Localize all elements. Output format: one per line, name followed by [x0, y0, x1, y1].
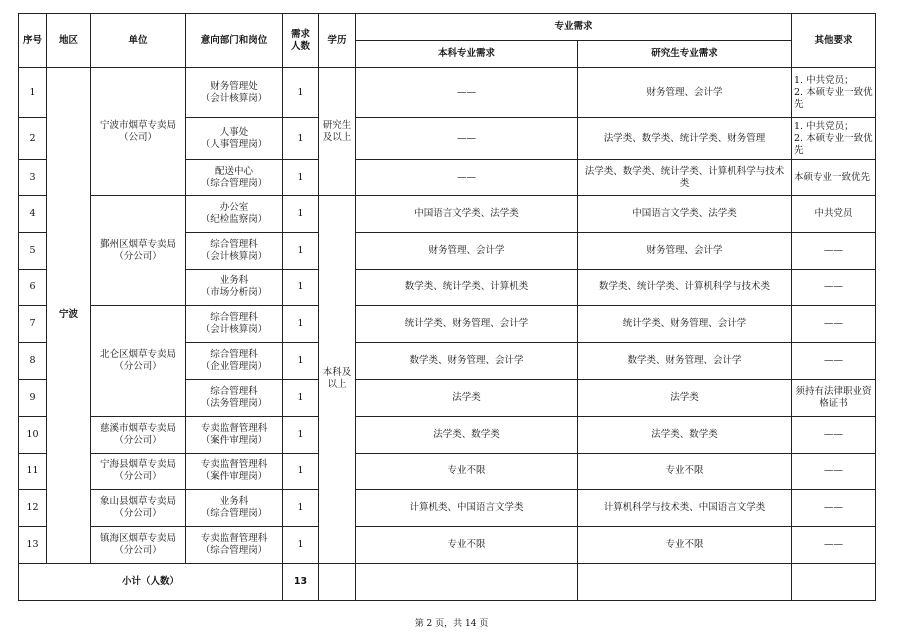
cell-undergrad: 计算机类、中国语言文学类: [356, 490, 578, 527]
cell-dept: 专卖监督管理科 （案件审理岗）: [186, 416, 283, 453]
subtotal-empty-grad: [578, 563, 792, 600]
cell-unit: 象山县烟草专卖局 （分公司）: [91, 490, 186, 527]
cell-grad: 计算机科学与技术类、中国语言文学类: [578, 490, 792, 527]
cell-dept: 人事处 （人事管理岗）: [186, 118, 283, 160]
cell-seq: 3: [19, 160, 47, 196]
table-row: [19, 527, 876, 564]
cell-other: 1. 中共党员； 2. 本硕专业一致优 先: [792, 118, 876, 160]
cell-count: 1: [283, 232, 319, 269]
subtotal-row: [19, 563, 876, 600]
cell-seq: 8: [19, 343, 47, 380]
cell-unit: 北仑区烟草专卖局 （分公司）: [91, 306, 186, 416]
cell-other: ——: [792, 527, 876, 564]
cell-grad: 专业不限: [578, 453, 792, 490]
cell-count: 1: [283, 306, 319, 343]
page-footer: 第 2 页，共 14 页: [414, 619, 489, 629]
cell-unit: 鄞州区烟草专卖局 （分公司）: [91, 196, 186, 306]
cell-other: ——: [792, 232, 876, 269]
cell-other: 中共党员: [792, 196, 876, 233]
cell-unit: 慈溪市烟草专卖局 （分公司）: [91, 416, 186, 453]
cell-dept: 业务科 （综合管理岗）: [186, 490, 283, 527]
header-seq: 序号: [19, 14, 47, 68]
header-major: 专业需求: [356, 14, 792, 41]
header-edu: 学历: [319, 14, 356, 68]
cell-other: ——: [792, 306, 876, 343]
cell-seq: 11: [19, 453, 47, 490]
cell-dept: 综合管理科 （企业管理岗）: [186, 343, 283, 380]
cell-seq: 2: [19, 118, 47, 160]
table-row: [19, 196, 876, 233]
cell-seq: 9: [19, 379, 47, 416]
header-unit: 单位: [91, 14, 186, 68]
cell-dept: 专卖监督管理科 （案件审理岗）: [186, 453, 283, 490]
cell-dept: 办公室 （纪检监察岗）: [186, 196, 283, 233]
table-row: [19, 453, 876, 490]
cell-dept: 综合管理科 （会计核算岗）: [186, 232, 283, 269]
cell-grad: 财务管理、会计学: [578, 68, 792, 118]
header-undergrad: 本科专业需求: [356, 41, 578, 68]
cell-undergrad: 财务管理、会计学: [356, 232, 578, 269]
header-region: 地区: [47, 14, 91, 68]
cell-undergrad: 中国语言文学类、法学类: [356, 196, 578, 233]
header-dept: 意向部门和岗位: [186, 14, 283, 68]
cell-undergrad: 法学类、数学类: [356, 416, 578, 453]
cell-other: ——: [792, 343, 876, 380]
cell-dept: 综合管理科 （会计核算岗）: [186, 306, 283, 343]
cell-grad: 法学类、数学类、统计学类、计算机科学与技术 类: [578, 160, 792, 196]
cell-count: 1: [283, 527, 319, 564]
subtotal-label: 小计（人数）: [19, 563, 283, 600]
cell-edu: 本科及 以上: [319, 196, 356, 564]
header-row-1: [19, 14, 876, 41]
table-row: [19, 490, 876, 527]
cell-grad: 数学类、财务管理、会计学: [578, 343, 792, 380]
cell-grad: 统计学类、财务管理、会计学: [578, 306, 792, 343]
cell-other: ——: [792, 490, 876, 527]
cell-region: 宁波: [47, 68, 91, 564]
cell-count: 1: [283, 68, 319, 118]
cell-undergrad: 法学类: [356, 379, 578, 416]
cell-seq: 4: [19, 196, 47, 233]
cell-dept: 财务管理处 （会计核算岗）: [186, 68, 283, 118]
cell-edu: 研究生 及以上: [319, 68, 356, 196]
cell-seq: 10: [19, 416, 47, 453]
cell-other: 本硕专业一致优先: [792, 160, 876, 196]
cell-seq: 1: [19, 68, 47, 118]
cell-undergrad: 统计学类、财务管理、会计学: [356, 306, 578, 343]
cell-count: 1: [283, 343, 319, 380]
cell-unit: 宁海县烟草专卖局 （分公司）: [91, 453, 186, 490]
cell-count: 1: [283, 379, 319, 416]
cell-undergrad: ——: [356, 68, 578, 118]
cell-other: ——: [792, 453, 876, 490]
subtotal-empty-undergrad: [356, 563, 578, 600]
cell-dept: 综合管理科 （法务管理岗）: [186, 379, 283, 416]
cell-grad: 财务管理、会计学: [578, 232, 792, 269]
cell-count: 1: [283, 453, 319, 490]
subtotal-empty-other: [792, 563, 876, 600]
cell-other: ——: [792, 269, 876, 306]
cell-count: 1: [283, 118, 319, 160]
cell-unit: 镇海区烟草专卖局 （分公司）: [91, 527, 186, 564]
header-grad: 研究生专业需求: [578, 41, 792, 68]
cell-grad: 专业不限: [578, 527, 792, 564]
cell-count: 1: [283, 269, 319, 306]
subtotal-count: 13: [283, 563, 319, 600]
cell-undergrad: 专业不限: [356, 453, 578, 490]
cell-undergrad: 专业不限: [356, 527, 578, 564]
cell-other: 1. 中共党员； 2. 本硕专业一致优 先: [792, 68, 876, 118]
subtotal-empty-edu: [319, 563, 356, 600]
header-count: 需求 人数: [283, 14, 319, 68]
cell-undergrad: 数学类、财务管理、会计学: [356, 343, 578, 380]
cell-seq: 12: [19, 490, 47, 527]
table-row: [19, 68, 876, 118]
cell-grad: 法学类: [578, 379, 792, 416]
cell-count: 1: [283, 490, 319, 527]
cell-seq: 7: [19, 306, 47, 343]
cell-undergrad: ——: [356, 118, 578, 160]
cell-undergrad: 数学类、统计学类、计算机类: [356, 269, 578, 306]
header-other: 其他要求: [792, 14, 876, 68]
recruitment-table: [18, 13, 876, 601]
cell-grad: 数学类、统计学类、计算机科学与技术类: [578, 269, 792, 306]
cell-seq: 6: [19, 269, 47, 306]
cell-undergrad: ——: [356, 160, 578, 196]
table-row: [19, 416, 876, 453]
cell-grad: 法学类、数学类、统计学类、财务管理: [578, 118, 792, 160]
cell-unit: 宁波市烟草专卖局 （公司）: [91, 68, 186, 196]
cell-count: 1: [283, 196, 319, 233]
cell-seq: 5: [19, 232, 47, 269]
table-row: [19, 306, 876, 343]
cell-other: ——: [792, 416, 876, 453]
cell-grad: 中国语言文学类、法学类: [578, 196, 792, 233]
cell-count: 1: [283, 416, 319, 453]
cell-dept: 业务科 （市场分析岗）: [186, 269, 283, 306]
cell-dept: 配送中心 （综合管理岗）: [186, 160, 283, 196]
cell-grad: 法学类、数学类: [578, 416, 792, 453]
cell-seq: 13: [19, 527, 47, 564]
cell-other: 须持有法律职业资 格证书: [792, 379, 876, 416]
cell-dept: 专卖监督管理科 （综合管理岗）: [186, 527, 283, 564]
cell-count: 1: [283, 160, 319, 196]
